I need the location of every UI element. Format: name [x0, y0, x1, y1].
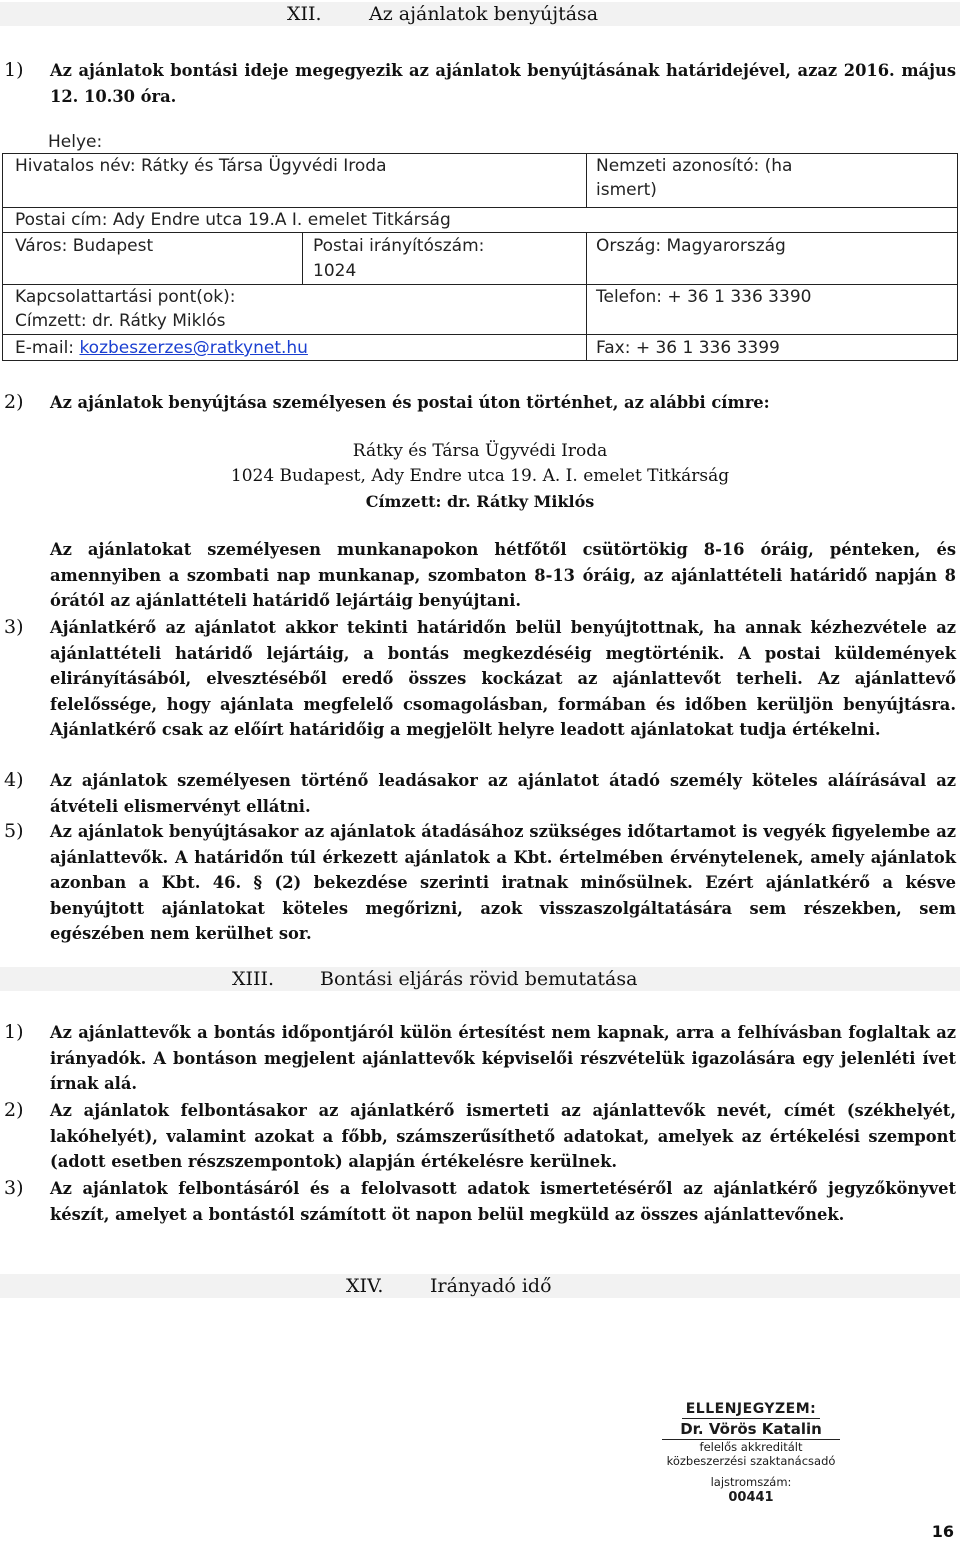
- countersignature-stamp: [648, 1398, 854, 1510]
- section-number: XIII.: [232, 968, 275, 990]
- section-number: XII.: [287, 3, 322, 25]
- address-line-firm: Rátky és Társa Ügyvédi Iroda: [352, 441, 608, 461]
- item-number: 5): [4, 820, 24, 842]
- table-rule: [2, 360, 958, 361]
- paragraph-opening-data: Az ajánlatok felbontásakor az ajánlatkérő ismerteti az ajánlattevők nevét, címét (székhelyét, lakóhelyét), valamint azokat a főbb, számszerűsíthető adatokat, amelyek az értékelési szempont (adott esetben részszempontok) alapján értékelésre kerülnek.: [50, 1101, 956, 1171]
- official-name: Hivatalos név: Rátky és Társa Ügyvédi Iroda: [15, 156, 387, 176]
- item-number: 3): [4, 1177, 24, 1199]
- address-line-addressee: Címzett: dr. Rátky Miklós: [365, 492, 595, 511]
- stamp-role: felelős akkreditált: [699, 1440, 803, 1454]
- paragraph-deadline-risk: Ajánlatkérő az ajánlatot akkor tekinti határidőn belül benyújtottnak, ha annak kézhezvétele az ajánlattételi határidő lejártáig, a bontás megkezdéséig megtörténik. A postai küldemények elirányításából, elvesztéséből eredő összes kockázat az ajánlattevőt terheli. Az ajánlattevő felelőssége, hogy ajánlata megfelelő csomagolásban, formában és időben kerüljön benyújtásra. Ajánlatkérő csak az előírt határidőig a megjelölt helyre leadott ajánlatokat tudja értékelni.: [50, 618, 956, 739]
- contact-points-label: Kapcsolattartási pont(ok):: [15, 287, 236, 307]
- item-number: 2): [4, 1099, 24, 1121]
- section-number: XIV.: [346, 1275, 384, 1297]
- section-heading-xiii: [0, 967, 960, 991]
- city: Város: Budapest: [15, 236, 154, 256]
- section-heading-xiv: [0, 1274, 960, 1298]
- table-border-left: [2, 153, 3, 361]
- paragraph-minutes: Az ajánlatok felbontásáról és a felolvasott adatok ismertetéséről az ajánlatkérő jegyzőkönyvet készít, amelyet a bontástól számított öt napon belül megküld az összes ajánlattevőnek.: [50, 1179, 956, 1224]
- postcode-label: Postai irányítószám:: [313, 236, 485, 256]
- paragraph-submission-address: Az ajánlatok benyújtása személyesen és postai úton történhet, az alábbi címre:: [50, 393, 770, 412]
- email-label: E-mail:: [15, 338, 80, 358]
- paragraph-receipt: Az ajánlatok személyesen történő leadásakor az ajánlatot átadó személy köteles aláírásával az átvételi elismervényt ellátni.: [50, 771, 956, 816]
- country: Ország: Magyarország: [596, 236, 786, 256]
- paragraph-opening-notice: Az ajánlattevők a bontás időpontjáról külön értesítést nem kapnak, arra a felhívásban foglaltak az irányadók. A bontáson megjelent ajánlattevők képviselői részvételük igazolására egy jelenléti ívet írnak alá.: [50, 1023, 956, 1093]
- section-title: Irányadó idő: [430, 1275, 552, 1297]
- stamp-role-cont: közbeszerzési szaktanácsadó: [666, 1454, 836, 1468]
- phone-number: Telefon: + 36 1 336 3390: [596, 287, 812, 307]
- stamp-registry-number: 00441: [728, 1490, 774, 1505]
- table-column-rule: [302, 233, 303, 284]
- stamp-name: Dr. Vörös Katalin: [662, 1419, 840, 1440]
- national-id-label: Nemzeti azonosító: (ha: [596, 156, 793, 176]
- email-link[interactable]: kozbeszerzes@ratkynet.hu: [79, 338, 308, 358]
- item-number: 1): [4, 1021, 24, 1043]
- paragraph-opening-time: Az ajánlatok bontási ideje megegyezik az ajánlatok benyújtásának határidejével, azaz 2016. május 12. 10.30 óra.: [50, 61, 956, 106]
- table-border-right: [957, 153, 958, 361]
- stamp-registry-label: lajstromszám:: [710, 1475, 792, 1489]
- table-rule: [2, 334, 958, 335]
- item-number: 3): [4, 616, 24, 638]
- table-rule: [2, 232, 958, 233]
- email-row: [15, 336, 308, 360]
- page-number: 16: [931, 1522, 954, 1541]
- stamp-heading: ELLENJEGYZEM:: [682, 1400, 821, 1419]
- paragraph-late-offers: Az ajánlatok benyújtásakor az ajánlatok átadásához szükséges időtartamot is vegyék figyelembe az ajánlattevők. A határidőn túl érkezett ajánlatok a Kbt. értelmében érvénytelenek, amely ajánlatok azonban a Kbt. 46. § (2) bekezdése szerinti iratnak minősülnek. Ezért ajánlatkérő a késve benyújtott ajánlatokat köteles megőrizni, azok visszaszolgáltatására sem részekben, sem egészében nem kerülhet sor.: [50, 822, 956, 943]
- section-title: Bontási eljárás rövid bemutatása: [320, 968, 638, 990]
- section-heading-xii: [0, 2, 960, 26]
- table-column-rule: [586, 153, 587, 207]
- contact-person: Címzett: dr. Rátky Miklós: [15, 311, 226, 331]
- place-label: Helye:: [48, 132, 103, 152]
- item-number: 2): [4, 391, 24, 413]
- postcode-value: 1024: [313, 261, 357, 281]
- section-title: Az ajánlatok benyújtása: [369, 3, 599, 25]
- table-column-rule: [586, 233, 587, 361]
- fax-number: Fax: + 36 1 336 3399: [596, 338, 780, 358]
- national-id-label-cont: ismert): [596, 180, 657, 200]
- item-number: 4): [4, 769, 24, 791]
- paragraph-personal-hours: Az ajánlatokat személyesen munkanapokon hétfőtől csütörtökig 8-16 óráig, pénteken, és amennyiben a szombati nap munkanap, szombaton 8-13 óráig, az ajánlattételi határidő napján 8 órától az ajánlattételi határidő lejártáig benyújtani.: [50, 540, 956, 610]
- item-number: 1): [4, 59, 24, 81]
- address-line-street: 1024 Budapest, Ady Endre utca 19. A. I. emelet Titkárság: [230, 466, 730, 486]
- postal-address: Postai cím: Ady Endre utca 19.A I. emelet Titkárság: [15, 210, 451, 230]
